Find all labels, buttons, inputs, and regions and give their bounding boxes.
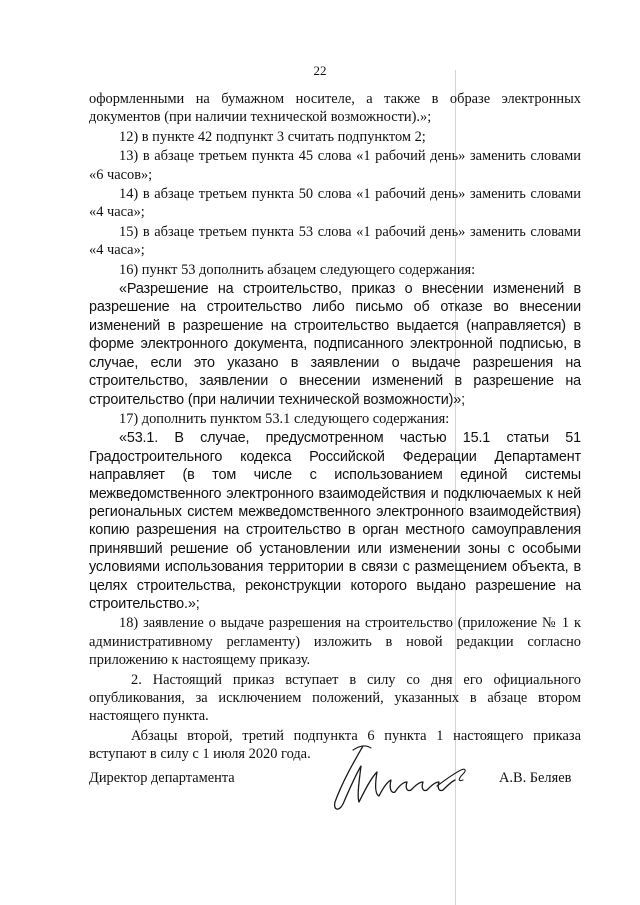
paragraph-item-15: 15) в абзаце третьем пункта 53 слова «1 рабочий день» заменить словами «4 часа»;	[89, 223, 581, 259]
signatory-position: Директор департамента	[89, 770, 235, 786]
paragraph-item-13: 13) в абзаце третьем пункта 45 слова «1 рабочий день» заменить словами «6 часов»;	[89, 148, 581, 183]
paragraph-quote-53: «Разрешение на строительство, приказ о внесении изменений в разрешение на строительство либо письмо об отказе во внесении изменений в разрешение на строительство выдается (направляется) в форме электронного документа, подписанного электронной подписью, в случае, если это указано в заявлении о выдаче разрешения на строительство, заявлении о внесении изменений в разрешение на строительство (при наличии технической возможности)»;	[89, 281, 581, 408]
paragraph-item-16: 16) пункт 53 дополнить абзацем следующего содержания:	[119, 261, 476, 278]
paragraph-effective-date: Абзацы второй, третий подпункта 6 пункта 1 настоящего приказа вступают в силу с 1 июля 2020 года.	[89, 727, 581, 763]
paragraph-clause-2: 2. Настоящий приказ вступает в силу со дня его официального опубликования, за исключением положений, указанных в абзаце втором настоящего пункта.	[89, 671, 581, 725]
signatory-name: А.В. Беляев	[499, 770, 572, 786]
paragraph-item-12: 12) в пункте 42 подпункт 3 считать подпунктом 2;	[119, 128, 426, 145]
signature-block	[0, 740, 640, 820]
paragraph-item-14: 14) в абзаце третьем пункта 50 слова «1 рабочий день» заменить словами «4 часа»;	[89, 186, 581, 221]
paragraph-continuation: оформленными на бумажном носителе, а также в образе электронных документов (при наличии технической возможности).»;	[89, 91, 581, 126]
document-body	[89, 90, 581, 765]
paragraph-item-17: 17) дополнить пунктом 53.1 следующего содержания:	[119, 410, 450, 427]
page-number: 22	[313, 63, 327, 78]
handwritten-signature	[325, 740, 485, 820]
paragraph-item-18: 18) заявление о выдаче разрешения на строительство (приложение № 1 к административному регламенту) изложить в новой редакции согласно приложению к настоящему приказу.	[89, 615, 581, 669]
paragraph-quote-53-1: «53.1. В случае, предусмотренном частью 15.1 статьи 51 Градостроительного кодекса Российской Федерации Департамент направляет (в том числе с использованием единой системы межведомственного электронного взаимодействия и подключаемых к ней региональных систем межведомственного электронного взаимодействия) копию разрешения на строительство в орган местного самоуправления принявший решение об установлении или изменении зоны с особыми условиями использования территории в связи с размещением объекта, в целях строительства, реконструкции которого выдано разрешение на строительство.»;	[89, 430, 581, 612]
